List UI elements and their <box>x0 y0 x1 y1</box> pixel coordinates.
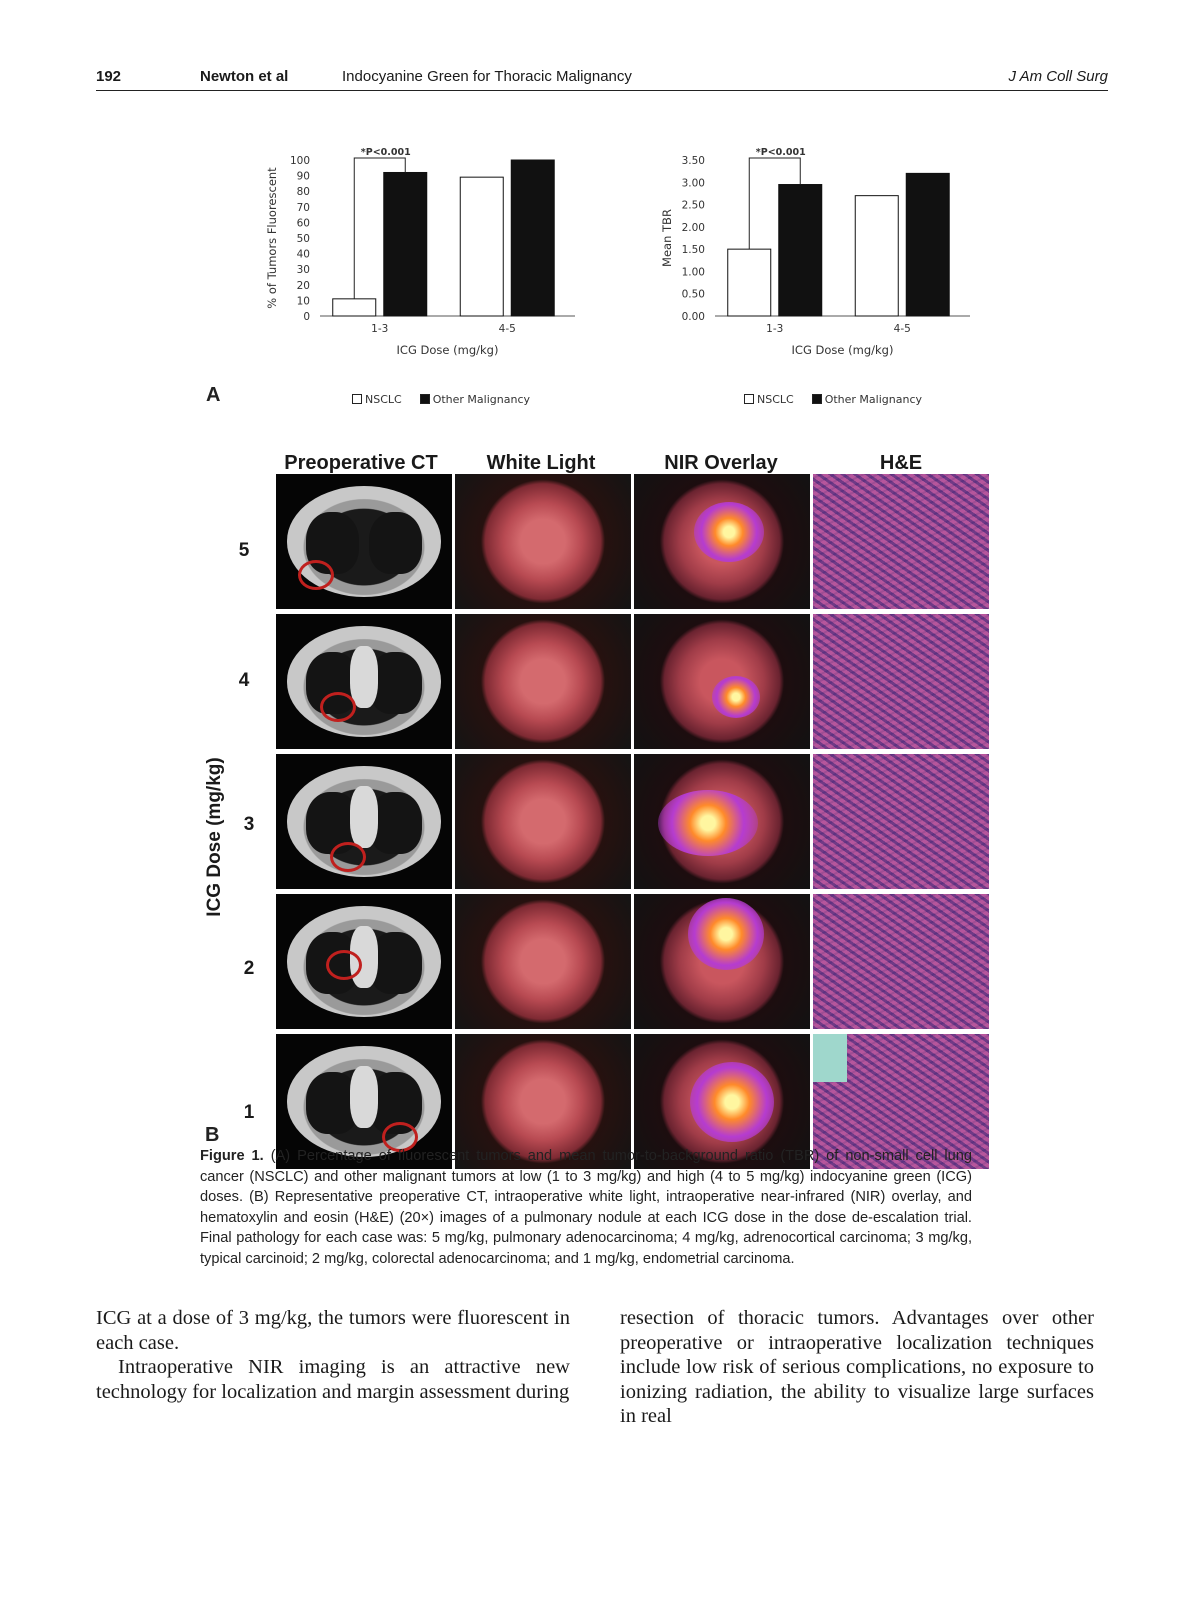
y-tick-label: 2.50 <box>681 199 705 212</box>
bar-nsclc-4-5 <box>460 177 503 316</box>
y-tick-label: 90 <box>296 170 310 183</box>
y-axis-label: % of Tumors Fluorescent <box>265 167 279 309</box>
caption-label: Figure 1. <box>200 1148 264 1164</box>
legend-swatch-nsclc <box>352 394 362 404</box>
x-tick-label: 1-3 <box>766 323 784 335</box>
nir-overlay-image-dose-2 <box>634 894 810 1029</box>
chart-mean-tbr <box>655 148 1000 368</box>
row-label-dose-1: 1 <box>243 1102 255 1123</box>
ct-image-dose-4 <box>276 614 452 749</box>
bar-nsclc-1-3 <box>333 299 376 316</box>
running-title: Indocyanine Green for Thoracic Malignancy <box>342 68 632 85</box>
y-axis-label-icg-dose: ICG Dose (mg/kg) <box>204 757 225 917</box>
significance-annotation: *P<0.001 <box>360 147 411 158</box>
journal-name: J Am Coll Surg <box>1008 68 1108 85</box>
body-column-left <box>96 1306 570 1404</box>
column-header-he: H&E <box>879 452 923 474</box>
y-tick-label: 50 <box>296 233 310 245</box>
body-paragraph: Intraoperative NIR imaging is an attractive new technology for localization and margin assessment during <box>96 1356 570 1403</box>
row-label-dose-4: 4 <box>238 670 250 691</box>
he-image-dose-3 <box>813 754 989 889</box>
nir-overlay-image-dose-4 <box>634 614 810 749</box>
body-paragraph: resection of thoracic tumors. Advantages over other preoperative or intraoperative localization techniques include low risk of serious complications, no exposure to ionizing radiation, the ability to visualize large surfaces in real <box>620 1307 1094 1427</box>
y-tick-label: 70 <box>296 201 310 214</box>
body-paragraph: ICG at a dose of 3 mg/kg, the tumors were fluorescent in each case. <box>96 1307 570 1354</box>
white-light-image-dose-5 <box>455 474 631 609</box>
bar-nsclc-1-3 <box>728 249 771 316</box>
nir-overlay-image-dose-3 <box>634 754 810 889</box>
ct-image-dose-3 <box>276 754 452 889</box>
x-tick-label: 4-5 <box>498 323 516 335</box>
legend-swatch-other <box>420 394 430 404</box>
row-label-dose-3: 3 <box>243 814 255 835</box>
y-tick-label: 80 <box>296 186 310 199</box>
legend-chart-2 <box>744 393 922 406</box>
bar-nsclc-4-5 <box>855 196 898 316</box>
white-light-image-dose-4 <box>455 614 631 749</box>
y-tick-label: 3.50 <box>681 155 705 167</box>
legend-label-other: Other Malignancy <box>432 393 531 406</box>
y-tick-label: 60 <box>296 217 310 230</box>
y-tick-label: 30 <box>296 264 310 277</box>
y-tick-label: 2.00 <box>681 221 705 234</box>
header-rule <box>96 90 1108 91</box>
ct-image-dose-5 <box>276 474 452 609</box>
he-image-dose-2 <box>813 894 989 1029</box>
bar-other-malignancy-1-3 <box>779 185 822 316</box>
legend-label-other: Other Malignancy <box>824 393 923 406</box>
row-label-dose-5: 5 <box>238 540 250 561</box>
legend-swatch-nsclc <box>744 394 754 404</box>
significance-annotation: *P<0.001 <box>755 147 806 158</box>
bar-other-malignancy-4-5 <box>511 160 554 316</box>
row-label-dose-2: 2 <box>243 958 255 979</box>
nir-overlay-image-dose-5 <box>634 474 810 609</box>
white-light-image-dose-3 <box>455 754 631 889</box>
y-tick-label: 20 <box>296 279 310 292</box>
white-light-image-dose-2 <box>455 894 631 1029</box>
he-image-dose-5 <box>813 474 989 609</box>
bar-other-malignancy-4-5 <box>906 173 949 316</box>
legend-chart-1 <box>352 393 530 406</box>
caption-text: (A) Percentage of fluorescent tumors and mean tumor-to-background ratio (TBR) of non-small cell lung cancer (NSCLC) and other malignant tumors at low (1 to 3 mg/kg) and high (4 to 5 mg/kg) indocyanine green (ICG) doses. (B) Representative preoperative CT, intraoperative white light, intraoperative near-infrared (NIR) overlay, and hematoxylin and eosin (H&E) (20×) images of a pulmonary nodule at each ICG dose in the dose de-escalation trial. Final pathology for each case was: 5 mg/kg, pulmonary adenocarcinoma; 4 mg/kg, adrenocortical carcinoma; 3 mg/kg, typical carcinoid; 2 mg/kg, colorectal adenocarcinoma; and 1 mg/kg, endometrial carcinoma. <box>200 1148 972 1267</box>
y-tick-label: 10 <box>296 295 310 308</box>
bar-other-malignancy-1-3 <box>384 172 427 316</box>
x-tick-label: 1-3 <box>371 323 389 335</box>
ct-image-dose-2 <box>276 894 452 1029</box>
y-tick-label: 1.00 <box>681 266 705 279</box>
legend-label-nsclc: NSCLC <box>757 393 794 406</box>
y-tick-label: 0.50 <box>681 288 705 301</box>
chart-percent-fluorescent <box>260 148 600 368</box>
x-tick-label: 4-5 <box>893 323 911 335</box>
panel-a-label: A <box>206 384 221 406</box>
y-tick-label: 3.00 <box>681 177 705 190</box>
y-tick-label: 1.50 <box>681 244 705 257</box>
x-axis-label: ICG Dose (mg/kg) <box>791 343 894 357</box>
y-tick-label: 0 <box>303 311 310 323</box>
y-tick-label: 40 <box>296 248 310 261</box>
legend-swatch-other <box>812 394 822 404</box>
legend-label-nsclc: NSCLC <box>365 393 402 406</box>
x-axis-label: ICG Dose (mg/kg) <box>396 343 499 357</box>
page-number: 192 <box>96 68 122 85</box>
y-tick-label: 100 <box>289 155 310 167</box>
he-image-dose-4 <box>813 614 989 749</box>
column-header-white-light: White Light <box>486 452 596 474</box>
column-header-preoperative-ct: Preoperative CT <box>284 452 438 474</box>
panel-b-label: B <box>205 1124 220 1146</box>
he-stroma-region <box>813 1034 847 1082</box>
running-authors: Newton et al <box>200 68 289 85</box>
column-header-nir-overlay: NIR Overlay <box>664 452 778 474</box>
body-column-right <box>620 1306 1094 1429</box>
figure-caption <box>200 1146 972 1269</box>
y-axis-label: Mean TBR <box>660 209 674 267</box>
y-tick-label: 0.00 <box>681 311 705 323</box>
